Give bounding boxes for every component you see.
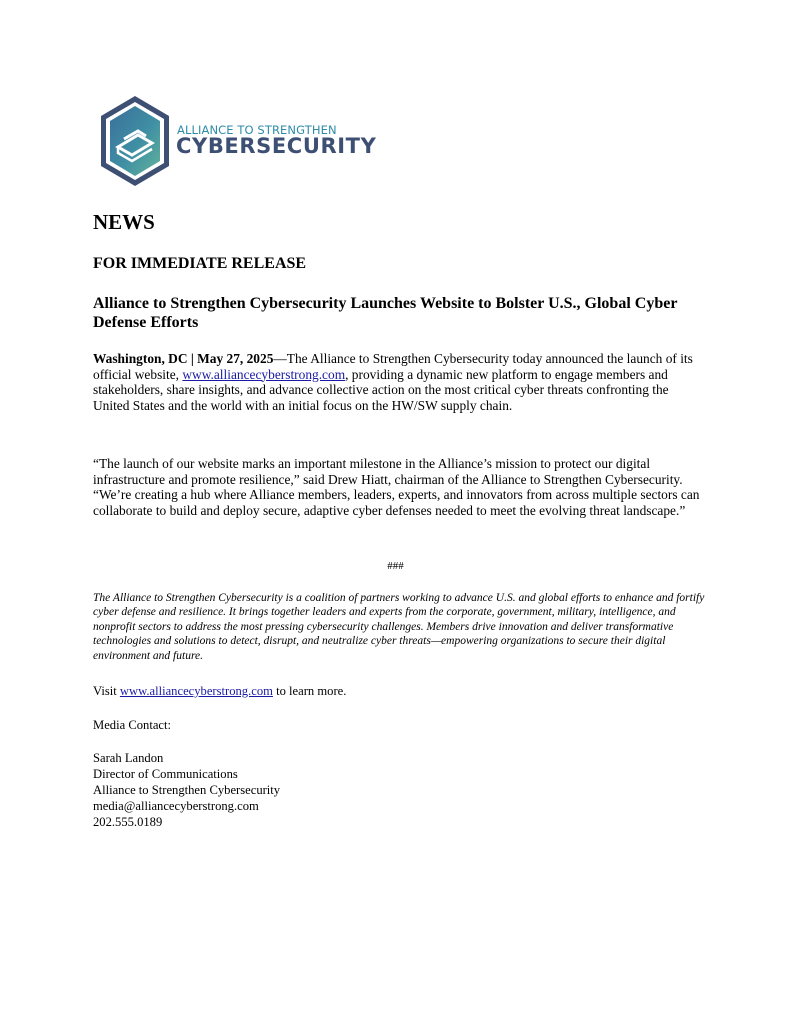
- visit-text-after: to learn more.: [272, 684, 347, 698]
- news-heading: NEWS: [93, 210, 155, 234]
- headline: Alliance to Strengthen Cybersecurity Launches Website to Bolster U.S., Global Cyber Defense Efforts: [93, 295, 678, 331]
- contact-name: Sarah Landon: [93, 751, 164, 765]
- dateline: Washington, DC | May 27, 2025: [93, 351, 274, 366]
- contact-phone: 202.555.0189: [93, 815, 163, 829]
- paragraph-intro: [93, 351, 705, 413]
- intro-text-after-link: , providing a dynamic new platform to engage members and stakeholders, share insights, and advance collective action on the most critical cyber threats confronting the United States and the world with an initial focus on the HW/SW supply chain.: [93, 366, 669, 413]
- visit-text-before: Visit: [93, 684, 120, 698]
- visit-line: [93, 684, 346, 699]
- contact-org: Alliance to Strengthen Cybersecurity: [93, 783, 281, 797]
- contact-title: Director of Communications: [93, 767, 238, 781]
- intro-text-before-link: —The Alliance to Strengthen Cybersecurity today announced the launch of its official website,: [93, 351, 693, 382]
- media-contact-label: Media Contact:: [93, 718, 171, 732]
- logo-line2: CYBERSECURITY: [176, 134, 377, 158]
- paragraph-quote: “The launch of our website marks an important milestone in the Alliance’s mission to protect our digital infrastructure and promote resilience,” said Drew Hiatt, chairman of the Alliance to Strengthen Cybersecurity. “We’re creating a hub where Alliance members, leaders, experts, and innovators from across multiple sectors can collaborate to build and deploy secure, adaptive cyber defenses needed to meet the evolving threat landscape.”: [93, 456, 700, 518]
- logo-line1: ALLIANCE TO STRENGTHEN: [177, 123, 337, 137]
- about-boilerplate: The Alliance to Strengthen Cybersecurity is a coalition of partners working to advance U.S. and global efforts to enhance and fortify cyber defense and resilience. It brings together leaders and experts from the corporate, government, military, intelligence, and nonprofit sectors to address the most pressing cybersecurity challenges. Members drive innovation and deliver transformative technologies and solutions to detect, disrupt, and neutralize cyber threats—empowering organizations to secure their digital environment and future.: [93, 592, 705, 662]
- contact-block: [93, 750, 280, 830]
- separator: ###: [387, 560, 404, 572]
- release-heading: FOR IMMEDIATE RELEASE: [93, 255, 307, 272]
- website-link-visit[interactable]: www.alliancecyberstrong.com: [119, 684, 273, 698]
- hexagon-logo-icon: [100, 95, 170, 187]
- contact-email: media@alliancecyberstrong.com: [93, 799, 259, 813]
- alliance-logo: [100, 95, 377, 190]
- website-link-intro[interactable]: www.alliancecyberstrong.com: [182, 366, 346, 382]
